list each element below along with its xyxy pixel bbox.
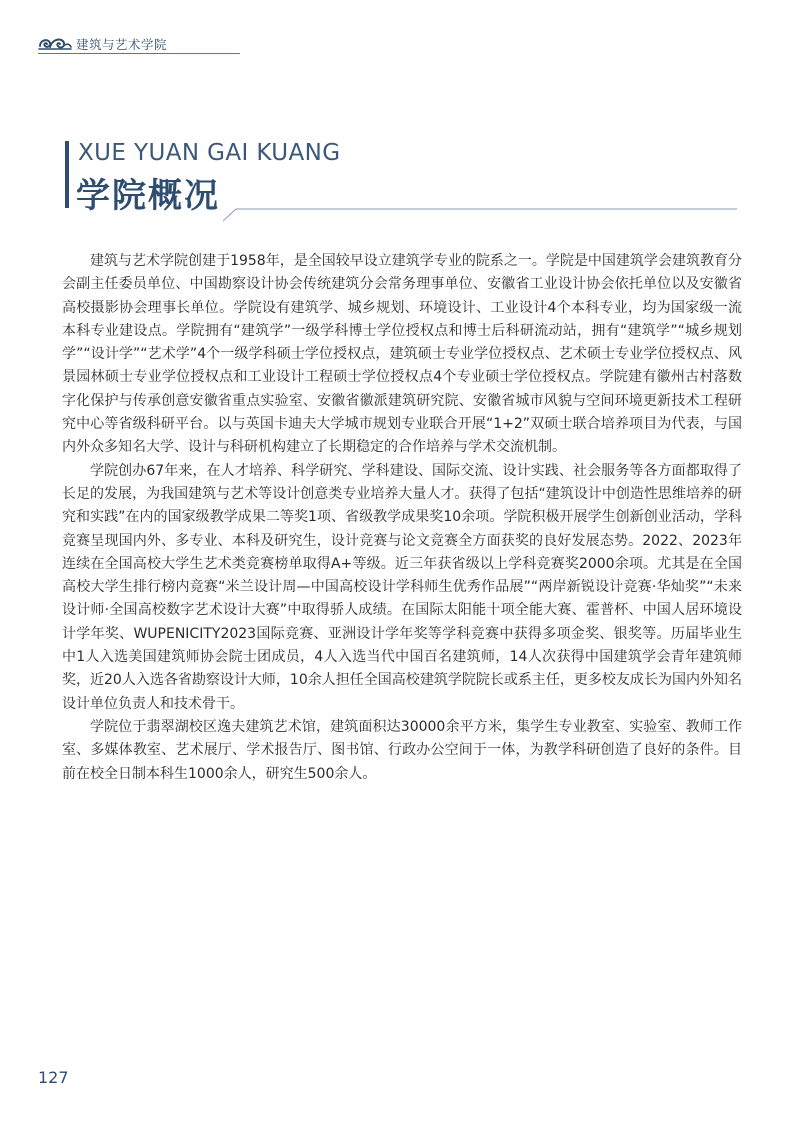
header-rule bbox=[38, 53, 240, 54]
page-number: 127 bbox=[38, 1068, 69, 1087]
paragraph-history: 建筑与艺术学院创建于1958年，是全国较早设立建筑学专业的院系之一。学院是中国建筑学会建筑教育分会副主任委员单位、中国勘察设计协会传统建筑分会常务理事单位、安徽省工业设计协会依托单位以及安徽省高校摄影协会理事长单位。学院设有建筑学、城乡规划、环境设计、工业设计4个本科专业，均为国家级一流本科专业建设点。学院拥有“建筑学”一级学科博士学位授权点和博士后科研流动站，拥有“建筑学”“城乡规划学”“设计学”“艺术学”4个一级学科硕士学位授权点，建筑硕士专业学位授权点、艺术硕士专业学位授权点、风景园林硕士专业学位授权点和工业设计工程硕士学位授权点4个专业硕士学位授权点。学院建有徽州古村落数字化保护与传承创意安徽省重点实验室、安徽省徽派建筑研究院、安徽省城市风貌与空间环境更新技术工程研究中心等省级科研平台。以与英国卡迪夫大学城市规划专业联合开展“1+2”双硕士联合培养项目为代表，与国内外众多知名大学、设计与科研机构建立了长期稳定的合作培养与学术交流机制。 bbox=[62, 253, 742, 456]
section-title-english: XUE YUAN GAI KUANG bbox=[78, 140, 341, 166]
cloud-scroll-icon bbox=[38, 34, 72, 52]
paragraph-achievements: 学院创办67年来，在人才培养、科学研究、学科建设、国际交流、设计实践、社会服务等各方面都取得了长足的发展，为我国建筑与艺术等设计创意类专业培养大量人才。获得了包括“建筑设计中创造性思维培养的研究和实践”在内的国家级教学成果二等奖1项、省级教学成果奖10余项。学院积极开展学生创新创业活动，学科竞赛呈现国内外、多专业、本科及研究生，设计竞赛与论文竞赛全方面获奖的良好发展态势。2022、2023年连续在全国高校大学生艺术类竞赛榜单取得A+等级。近三年获省级以上学科竞赛奖2000余项。尤其是在全国高校大学生排行榜内竞赛“米兰设计周—中国高校设计学科师生优秀作品展”“两岸新锐设计竞赛·华灿奖”“未来设计师·全国高校数字艺术设计大赛”中取得骄人成绩。在国际太阳能十项全能大赛、霍普杯、中国人居环境设计学年奖、WUPENICITY2023国际竞赛、亚洲设计学年奖等学科竞赛中获得多项金奖、银奖等。历届毕业生中1人入选美国建筑师协会院士团成员，4人入选当代中国百名建筑师，14人次获得中国建筑学会青年建筑师奖，近20人入选各省勘察设计大师，10余人担任全国高校建筑学院院长或系主任，更多校友成长为国内外知名设计单位负责人和技术骨干。 bbox=[62, 462, 742, 712]
title-divider bbox=[223, 208, 737, 222]
paragraph-facilities: 学院位于翡翠湖校区逸夫建筑艺术馆，建筑面积达30000余平方米，集学生专业教室、实验室、教师工作室、多媒体教室、艺术展厅、学术报告厅、图书馆、行政办公空间于一体，为教学科研创造了良好的条件。目前在校全日制本科生1000余人，研究生500余人。 bbox=[62, 718, 742, 782]
section-title: 学院概况 bbox=[76, 176, 220, 216]
running-header bbox=[38, 32, 240, 58]
article-body bbox=[62, 250, 742, 786]
title-accent-bar bbox=[65, 141, 69, 208]
header-title: 建筑与艺术学院 bbox=[76, 37, 168, 52]
